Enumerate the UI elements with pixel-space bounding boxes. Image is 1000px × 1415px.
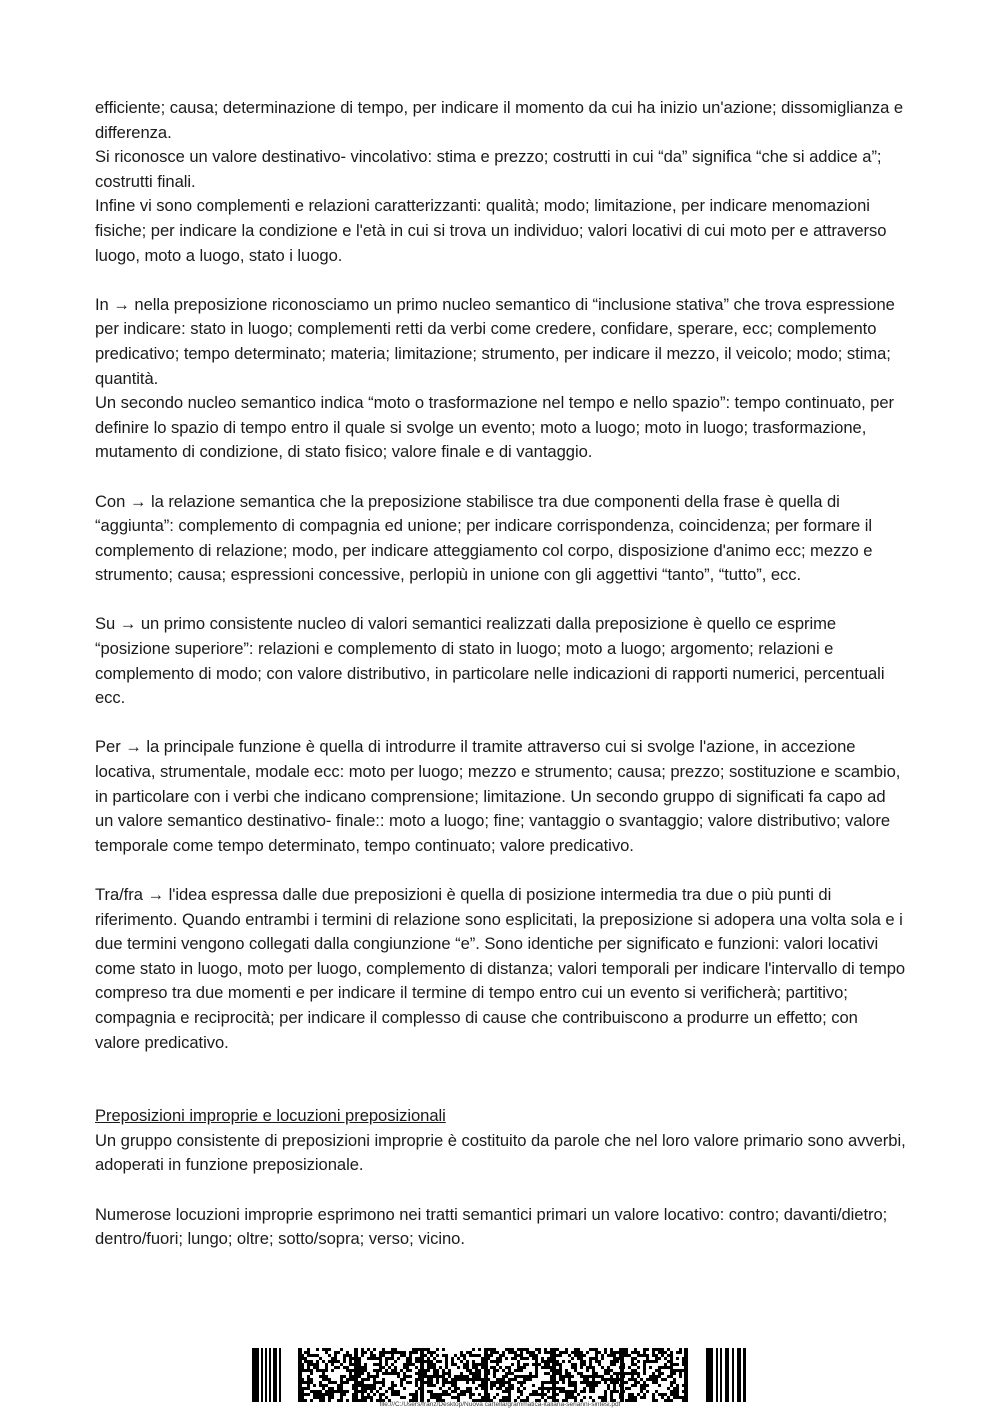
paragraph-per: Per → la principale funzione è quella di introdurre il tramite attraverso cui si svolge l'azione, in accezione locativa, strumentale, modale ecc: moto per luogo; mezzo e strumento; causa; prezzo; sostituzione e scambio, in particolare con i verbi che indicano comprensione; limitazione. Un secondo gruppo di significati fa capo ad un valore semantico destinativo- finale:: moto a luogo; fine; vantaggio o svantaggio; valore distributivo; valore temporale come tempo determinato, tempo continuato; valore predicativo.	[95, 737, 901, 855]
paragraph-tra-fra: Tra/fra → l'idea espressa dalle due preposizioni è quella di posizione intermedia tra due o più punti di riferimento. Quando entrambi i termini di relazione sono esplicitati, la preposizione si adopera una volta sola e i due termini vengono collegati dalla congiunzione “e”. Sono identiche per significato e funzioni: valori locativi come stato in luogo, moto per luogo, complemento di distanza; valori temporali per indicare l'intervallo di tempo compreso tra due momenti e per indicare il termine di tempo entro cui un evento si verificherà; partitivo; compagnia e reciprocità; per indicare il complesso di cause che contribuiscono a produrre un effetto; con valore predicativo.	[95, 885, 906, 1052]
paragraph-con: Con → la relazione semantica che la preposizione stabilisce tra due componenti della frase è quella di “aggiunta”: complemento di compagnia ed unione; per indicare corrispondenza, coincidenza; per formare il complemento di relazione; modo, per indicare atteggiamento col corpo, disposizione d'animo ecc; mezzo e strumento; causa; espressioni concessive, perlopiù in unione con gli aggettivi “tanto”, “tutto”, ecc.	[95, 491, 873, 585]
footer-file-path: file:///C:/Users/franz/Desktop/Nuova cartella/grammatica-italiana-serianni-sintesi.pdf	[379, 1401, 621, 1408]
section-heading: Preposizioni improprie e locuzioni preposizionali	[95, 1106, 446, 1126]
paragraph-in: In → nella preposizione riconosciamo un primo nucleo semantico di “inclusione stativa” che trova espressione per indicare: stato in luogo; complementi retti da verbi come credere, confidare, sperare, ecc; complemento predicativo; tempo determinato; materia; limitazione; strumento, per indicare il mezzo, il veicolo; modo; stima; quantità. Un secondo nucleo semantico indica “moto o trasformazione nel tempo e nello spazio”: tempo continuato, per definire lo spazio di tempo entro il quale si svolge un evento; moto a luogo; moto in luogo; trasformazione, mutamento di condizione, di stato fisico; valore finale e di vantaggio.	[95, 294, 895, 462]
paragraph-su: Su → un primo consistente nucleo di valori semantici realizzati dalla preposizione è quello ce esprime “posizione superiore”: relazioni e complemento di stato in luogo; moto a luogo; argomento; relazioni e complemento di modo; con valore distributivo, in particolare nelle indicazioni di rapporti numerici, percentuali ecc.	[95, 614, 885, 708]
document-body	[95, 96, 907, 1252]
paragraph-improprie: Un gruppo consistente di preposizioni improprie è costituito da parole che nel loro valore primario sono avverbi, adoperati in funzione preposizionale.	[95, 1130, 906, 1175]
barcode-image	[252, 1348, 746, 1402]
paragraph-da-continued: efficiente; causa; determinazione di tempo, per indicare il momento da cui ha inizio un'azione; dissomiglianza e differenza. Si riconosce un valore destinativo- vincolativo: stima e prezzo; costrutti in cui “da” significa “che si addice a”; costrutti finali. Infine vi sono complementi e relazioni caratterizzanti: qualità; modo; limitazione, per indicare menomazioni fisiche; per indicare la condizione e l'età in cui si trova un individuo; valori locativi di cui moto per e attraverso luogo, moto a luogo, stato i luogo.	[95, 98, 904, 265]
paragraph-locuzioni: Numerose locuzioni improprie esprimono nei tratti semantici primari un valore locativo: contro; davanti/dietro; dentro/fuori; lungo; oltre; sotto/sopra; verso; vicino.	[95, 1204, 888, 1249]
